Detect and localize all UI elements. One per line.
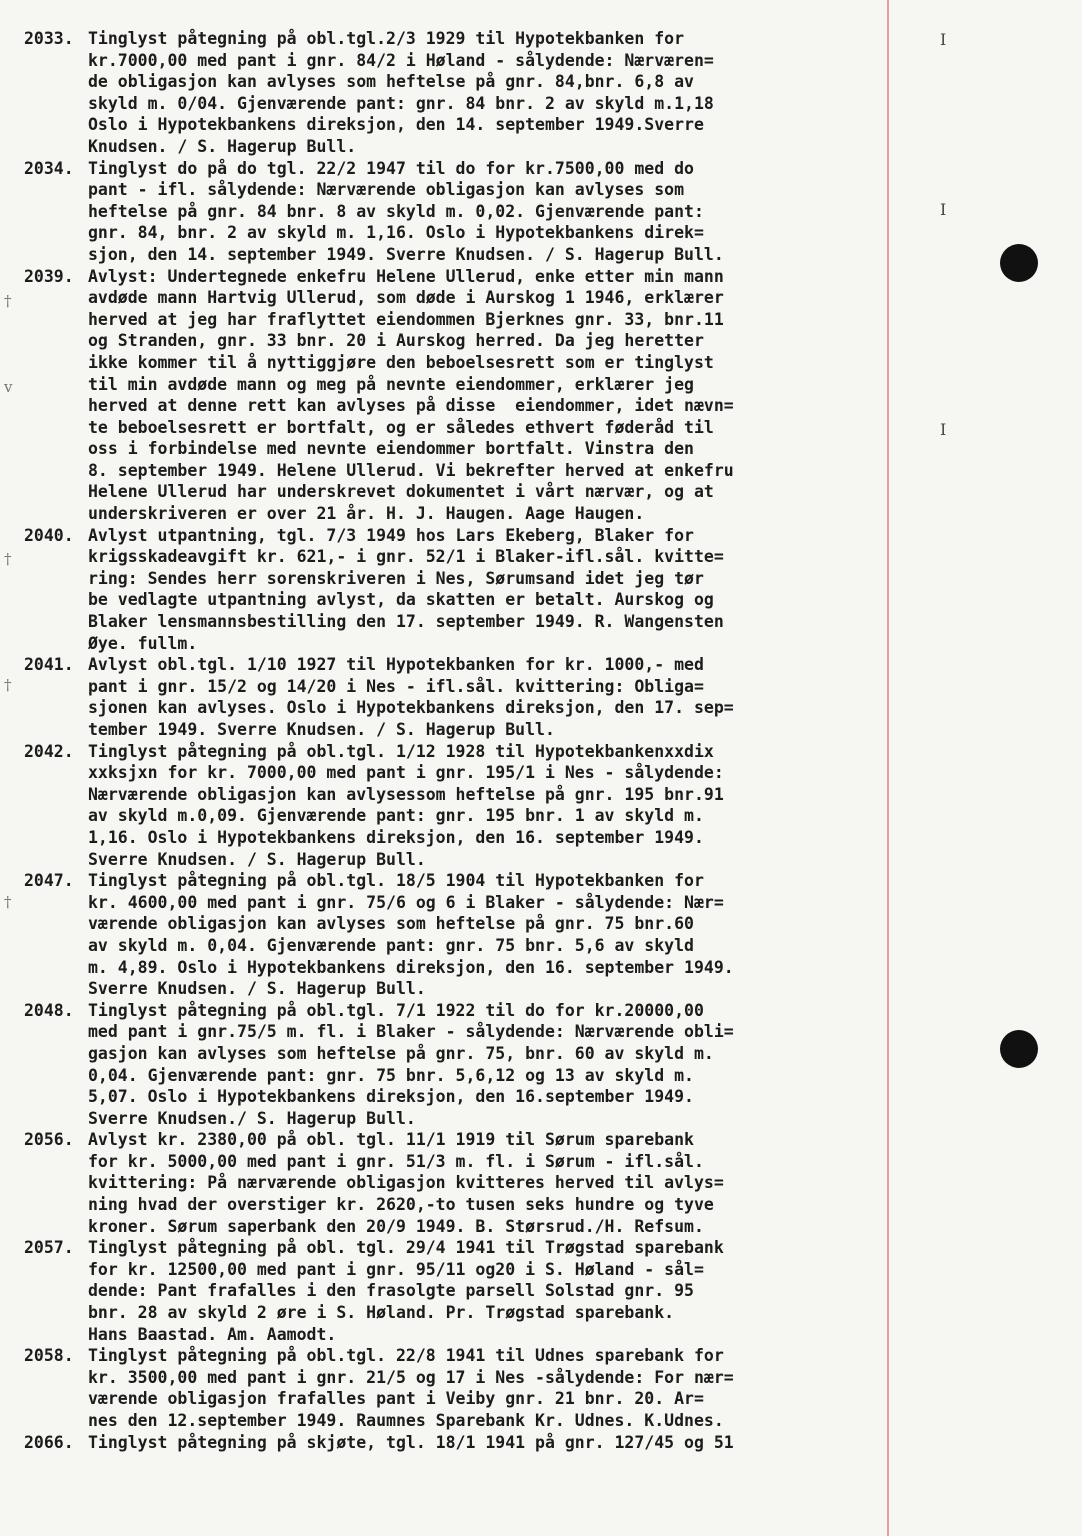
entry-line	[24, 28, 947, 50]
ledger-entry	[24, 1129, 944, 1237]
ledger-entry	[24, 28, 947, 158]
entry-line	[24, 1410, 944, 1432]
entry-text: kr. 4600,00 med pant i gnr. 75/6 og 6 i Blaker - sålydende: Nær=	[88, 892, 724, 912]
entry-text: heftelse på gnr. 84 bnr. 8 av skyld m. 0,02. Gjenværende pant:	[88, 201, 704, 221]
entry-text: sjon, den 14. september 1949. Sverre Knudsen. / S. Hagerup Bull.	[88, 244, 724, 264]
entry-text: Helene Ullerud har underskrevet dokumentet i vårt nærvær, og at	[88, 482, 714, 502]
entry-line	[24, 805, 944, 827]
entry-text: Avlyst kr. 2380,00 på obl. tgl. 11/1 1919 til Sørum sparebank	[88, 1130, 694, 1150]
ledger-entry	[24, 266, 947, 525]
entry-text: Blaker lensmannsbestilling den 17. september 1949. R. Wangensten	[88, 612, 724, 632]
entry-line	[24, 330, 944, 352]
entry-text: kr. 3500,00 med pant i gnr. 21/5 og 17 i Nes -sålydende: For nær=	[88, 1367, 734, 1387]
ledger-entry	[24, 741, 944, 871]
entry-line	[24, 827, 944, 849]
entry-line	[24, 481, 944, 503]
entry-text: Tinglyst påtegning på obl.tgl. 7/1 1922 til do for kr.20000,00	[88, 1000, 704, 1020]
entry-line	[24, 158, 944, 180]
entry-line	[24, 611, 944, 633]
ledger-entry	[24, 1345, 944, 1431]
entry-line	[24, 568, 944, 590]
entry-line	[24, 589, 944, 611]
entry-text: Tinglyst do på do tgl. 22/2 1947 til do for kr.7500,00 med do	[88, 158, 694, 178]
entry-line	[24, 1324, 944, 1346]
entry-line	[24, 395, 944, 417]
entry-number: 2041.	[24, 655, 74, 675]
entry-line	[24, 1237, 944, 1259]
entry-text: Tinglyst påtegning på obl. tgl. 29/4 1941 til Trøgstad sparebank	[88, 1238, 724, 1258]
entry-text: ning hvad der overstiger kr. 2620,-to tusen seks hundre og tyve	[88, 1195, 714, 1215]
entry-text: gnr. 84, bnr. 2 av skyld m. 1,16. Oslo i Hypotekbankens direk=	[88, 223, 704, 243]
entry-text: Avlyst: Undertegnede enkefru Helene Ullerud, enke etter min mann	[88, 266, 724, 286]
entry-text: oss i forbindelse med nevnte eiendommer bortfalt. Vinstra den	[88, 439, 694, 459]
entry-line	[24, 1388, 944, 1410]
entry-text: Tinglyst påtegning på skjøte, tgl. 18/1 1941 på gnr. 127/45 og 51	[88, 1432, 734, 1452]
entry-text: Tinglyst påtegning på obl.tgl. 22/8 1941 til Udnes sparebank for	[88, 1346, 724, 1366]
entry-text: avdøde mann Hartvig Ullerud, som døde i Aurskog 1 1946, erklærer	[88, 288, 724, 308]
entry-text: 8. september 1949. Helene Ullerud. Vi bekrefter herved at enkefru	[88, 460, 734, 480]
entry-line	[24, 1194, 944, 1216]
entry-text: kvittering: På nærværende obligasjon kvitteres herved til avlys=	[88, 1173, 724, 1193]
entry-line	[24, 957, 944, 979]
entry-line	[24, 1129, 944, 1151]
entry-line	[24, 460, 944, 482]
ledger-entry	[24, 1237, 944, 1345]
entry-number: 2056.	[24, 1130, 74, 1150]
entry-number: 2039.	[24, 266, 74, 286]
entry-text: værende obligasjon kan avlyses som heftelse på gnr. 75 bnr.60	[88, 914, 694, 934]
entry-number: 2066.	[24, 1432, 74, 1452]
entry-line	[24, 978, 944, 1000]
entry-text: pant - ifl. sålydende: Nærværende obligasjon kan avlyses som	[88, 180, 685, 200]
entry-text: Øye. fullm.	[88, 633, 198, 653]
entry-line	[24, 50, 944, 72]
entry-text: til min avdøde mann og meg på nevnte eiendommer, erklærer jeg	[88, 374, 694, 394]
entry-line	[24, 1151, 944, 1173]
entry-text: dende: Pant frafalles i den frasolgte parsell Solstad gnr. 95	[88, 1281, 694, 1301]
entry-line	[24, 546, 944, 568]
entry-line	[24, 71, 944, 93]
entry-text: herved at jeg har fraflyttet eiendommen Bjerknes gnr. 33, bnr.11	[88, 309, 724, 329]
entry-number: 2040.	[24, 525, 74, 545]
entry-line	[24, 136, 944, 158]
entry-text: Oslo i Hypotekbankens direksjon, den 14. september 1949.Sverre	[88, 115, 704, 135]
entry-line	[24, 719, 944, 741]
entry-line	[24, 1108, 944, 1130]
entry-text: kr.7000,00 med pant i gnr. 84/2 i Høland - sålydende: Nærværen=	[88, 50, 714, 70]
entry-text: Nærværende obligasjon kan avlysessom heftelse på gnr. 195 bnr.91	[88, 784, 724, 804]
entry-line	[24, 1345, 944, 1367]
entry-line	[24, 179, 944, 201]
entry-line	[24, 1065, 944, 1087]
entry-text: Tinglyst påtegning på obl.tgl. 18/5 1904 til Hypotekbanken for	[88, 871, 704, 891]
entry-line	[24, 1021, 944, 1043]
entry-text: ikke kommer til å nyttiggjøre den beboelsesrett som er tinglyst	[88, 352, 714, 372]
entry-line	[24, 1043, 944, 1065]
entry-text: bnr. 28 av skyld 2 øre i S. Høland. Pr. Trøgstad sparebank.	[88, 1303, 675, 1323]
entry-line	[24, 697, 944, 719]
entry-text: Sverre Knudsen. / S. Hagerup Bull.	[88, 979, 426, 999]
entry-number: 2047.	[24, 871, 74, 891]
entry-line	[24, 114, 944, 136]
entry-line	[24, 1086, 944, 1108]
entry-text: Hans Baastad. Am. Aamodt.	[88, 1324, 337, 1344]
entry-line	[24, 913, 944, 935]
entry-line	[24, 892, 944, 914]
entry-text: xxksjxn for kr. 7000,00 med pant i gnr. 195/1 i Nes - sålydende:	[88, 763, 724, 783]
entry-text: Sverre Knudsen. / S. Hagerup Bull.	[88, 849, 426, 869]
entry-line	[24, 676, 944, 698]
entry-number: 2057.	[24, 1238, 74, 1258]
entry-line	[24, 935, 944, 957]
margin-mark: †	[4, 292, 12, 310]
entry-line	[24, 1259, 944, 1281]
entry-text: 0,04. Gjenværende pant: gnr. 75 bnr. 5,6,12 og 13 av skyld m.	[88, 1065, 694, 1085]
margin-mark: †	[4, 893, 12, 911]
entry-line	[24, 849, 944, 871]
entry-text: av skyld m. 0,04. Gjenværende pant: gnr. 75 bnr. 5,6 av skyld	[88, 935, 694, 955]
entry-text: gasjon kan avlyses som heftelse på gnr. 75, bnr. 60 av skyld m.	[88, 1043, 714, 1063]
entry-line	[24, 633, 944, 655]
margin-mark: v	[4, 378, 13, 396]
entry-text: med pant i gnr.75/5 m. fl. i Blaker - sålydende: Nærværende obli=	[88, 1022, 734, 1042]
entry-text: herved at denne rett kan avlyses på disse eiendommer, idet nævn=	[88, 396, 734, 416]
margin-mark: †	[4, 550, 12, 568]
entry-line	[24, 525, 944, 547]
entry-line	[24, 1280, 944, 1302]
entry-number: 2058.	[24, 1346, 74, 1366]
entry-text: nes den 12.september 1949. Raumnes Sparebank Kr. Udnes. K.Udnes.	[88, 1411, 724, 1430]
ledger-entry	[24, 158, 947, 266]
entry-text: m. 4,89. Oslo i Hypotekbankens direksjon, den 16. september 1949.	[88, 957, 734, 977]
entry-text: skyld m. 0/04. Gjenværende pant: gnr. 84 bnr. 2 av skyld m.1,18	[88, 93, 714, 113]
entry-text: ring: Sendes herr sorenskriveren i Nes, Sørumsand idet jeg tør	[88, 568, 704, 588]
entry-line	[24, 1432, 944, 1454]
entry-text: kroner. Sørum saperbank den 20/9 1949. B. Størsrud./H. Refsum.	[88, 1216, 704, 1236]
entry-text: av skyld m.0,09. Gjenværende pant: gnr. 195 bnr. 1 av skyld m.	[88, 806, 704, 826]
entry-line	[24, 762, 944, 784]
punch-hole	[1000, 1030, 1038, 1068]
entry-text: krigsskadeavgift kr. 621,- i gnr. 52/1 i Blaker-ifl.sål. kvitte=	[88, 547, 724, 567]
entry-text: Avlyst obl.tgl. 1/10 1927 til Hypotekbanken for kr. 1000,- med	[88, 655, 704, 675]
entry-text: og Stranden, gnr. 33 bnr. 20 i Aurskog herred. Da jeg heretter	[88, 331, 704, 351]
entry-text: Sverre Knudsen./ S. Hagerup Bull.	[88, 1108, 416, 1128]
entry-text: pant i gnr. 15/2 og 14/20 i Nes - ifl.sål. kvittering: Obliga=	[88, 676, 704, 696]
entry-text: tember 1949. Sverre Knudsen. / S. Hagerup Bull.	[88, 720, 555, 739]
entry-line	[24, 266, 944, 288]
entry-line	[24, 287, 944, 309]
entry-line	[24, 352, 944, 374]
entry-line	[24, 1172, 944, 1194]
entry-text: Knudsen. / S. Hagerup Bull.	[88, 136, 357, 156]
margin-mark: I	[940, 420, 947, 439]
entry-line	[24, 417, 947, 439]
entry-text: 1,16. Oslo i Hypotekbankens direksjon, den 16. september 1949.	[88, 827, 704, 847]
entry-text: underskriveren er over 21 år. H. J. Haugen. Aage Haugen.	[88, 504, 645, 524]
entry-text: Avlyst utpantning, tgl. 7/3 1949 hos Lars Ekeberg, Blaker for	[88, 525, 694, 545]
entry-text: for kr. 12500,00 med pant i gnr. 95/11 og20 i S. Høland - sål=	[88, 1259, 704, 1279]
entry-number: 2042.	[24, 741, 74, 761]
entry-text: for kr. 5000,00 med pant i gnr. 51/3 m. fl. i Sørum - ifl.sål.	[88, 1151, 704, 1171]
entry-number: 2033.	[24, 29, 74, 48]
entry-line	[24, 93, 944, 115]
entry-text: værende obligasjon frafalles pant i Veiby gnr. 21 bnr. 20. Ar=	[88, 1389, 704, 1409]
entry-text: be vedlagte utpantning avlyst, da skatten er betalt. Aurskog og	[88, 590, 714, 610]
entry-line	[24, 1216, 944, 1238]
margin-mark: †	[4, 676, 12, 694]
entry-line	[24, 654, 944, 676]
entry-text: Tinglyst påtegning på obl.tgl.2/3 1929 til Hypotekbanken for	[88, 29, 685, 48]
entry-line	[24, 1367, 944, 1389]
entry-line	[24, 244, 944, 266]
entry-line	[24, 222, 944, 244]
entry-line	[24, 200, 947, 223]
ledger-entry	[24, 1432, 944, 1454]
entry-line	[24, 438, 944, 460]
entry-line	[24, 309, 944, 331]
margin-mark: I	[940, 30, 947, 49]
entry-line	[24, 503, 944, 525]
ledger-entry	[24, 870, 944, 1000]
entry-number: 2034.	[24, 158, 74, 178]
entry-line	[24, 1000, 944, 1022]
entry-line	[24, 784, 944, 806]
entry-text: 5,07. Oslo i Hypotekbankens direksjon, den 16.september 1949.	[88, 1087, 694, 1107]
entry-line	[24, 870, 944, 892]
ledger-entry	[24, 1000, 944, 1130]
entry-line	[24, 374, 944, 396]
ledger-entry	[24, 654, 944, 740]
entry-text: te beboelsesrett er bortfalt, og er således ethvert føderåd til	[88, 417, 714, 437]
entry-text: sjonen kan avlyses. Oslo i Hypotekbankens direksjon, den 17. sep=	[88, 698, 734, 718]
entry-text: de obligasjon kan avlyses som heftelse på gnr. 84,bnr. 6,8 av	[88, 72, 694, 92]
margin-mark: I	[940, 200, 947, 219]
punch-hole	[1000, 244, 1038, 282]
ledger-entry	[24, 525, 944, 655]
entry-line	[24, 1302, 944, 1324]
ledger-text	[24, 28, 947, 1453]
entry-line	[24, 741, 944, 763]
entry-text: Tinglyst påtegning på obl.tgl. 1/12 1928 til Hypotekbankenxxdix	[88, 741, 714, 761]
entry-number: 2048.	[24, 1000, 74, 1020]
